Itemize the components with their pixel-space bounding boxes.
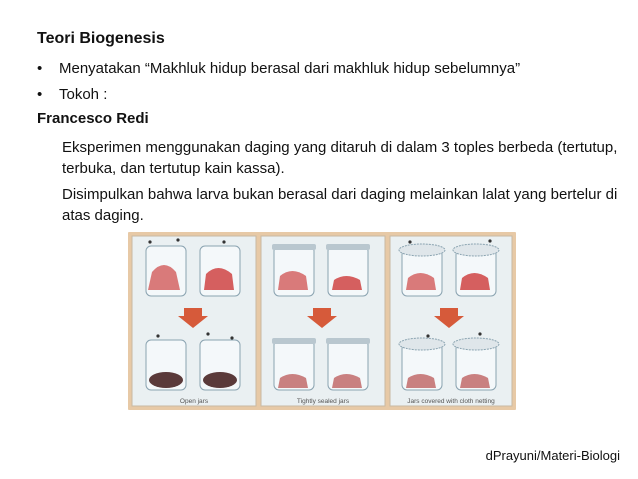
netted-jar-top-right	[453, 244, 499, 296]
experiment-diagram	[128, 232, 516, 410]
sealed-jar-bottom-left	[272, 338, 316, 390]
bullet-text: Menyatakan “Makhluk hidup berasal dari makhluk hidup sebelumnya”	[59, 60, 521, 77]
section-heading: Francesco Redi	[37, 110, 149, 127]
open-jar-bottom-right	[200, 340, 240, 390]
paragraph-experiment: Eksperimen menggunakan daging yang ditaruh di dalam 3 toples berbeda (tertutup, terbuka, dan tertutup kain kassa).	[62, 139, 618, 177]
bullet-marker: •	[37, 60, 43, 77]
slide-title: Teori Biogenesis	[37, 30, 165, 47]
sealed-jar-bottom-right	[326, 338, 370, 390]
bullet-item-2	[37, 86, 107, 103]
netted-jar-bottom-right	[453, 338, 499, 390]
bullet-text: Tokoh :	[59, 86, 108, 103]
caption-sealed-jars: Tightly sealed jars	[296, 398, 350, 405]
netted-jar-top-left	[399, 244, 445, 296]
bullet-item-1	[37, 60, 520, 77]
open-jar-top-right	[200, 246, 240, 296]
open-jar-bottom-left	[146, 340, 186, 390]
open-jar-top-left	[146, 246, 186, 296]
paragraph-conclusion: Disimpulkan bahwa larva bukan berasal dari daging melainkan lalat yang bertelur di atas daging.	[62, 186, 618, 224]
redi-experiment-illustration	[128, 232, 516, 410]
netted-jar-bottom-left	[399, 338, 445, 390]
sealed-jar-top-right	[326, 244, 370, 296]
caption-netted-jars: Jars covered with cloth netting	[407, 398, 495, 405]
bullet-marker: •	[37, 86, 43, 103]
credit-footer: dPrayuni/Materi-Biologi	[485, 448, 620, 463]
sealed-jar-top-left	[272, 244, 316, 296]
caption-open-jars: Open jars	[179, 398, 209, 405]
